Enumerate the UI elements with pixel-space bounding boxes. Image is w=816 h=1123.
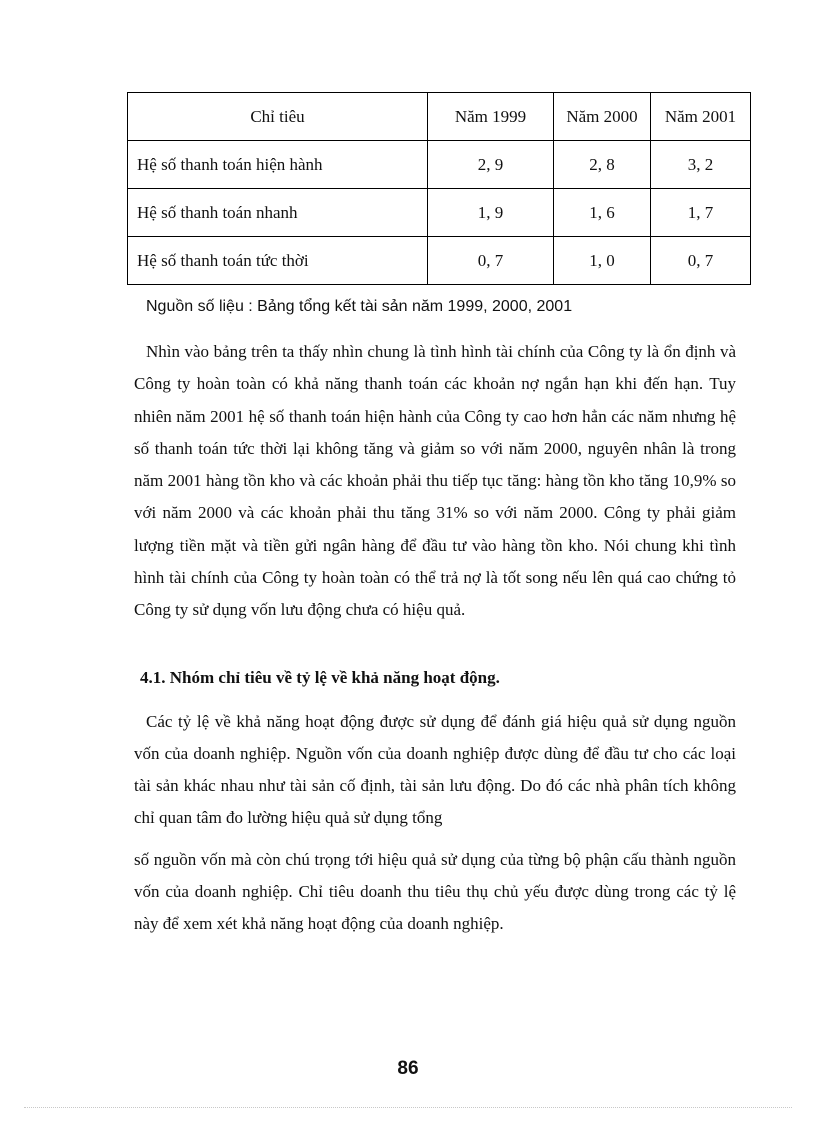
source-note: Nguồn số liệu : Bảng tổng kết tài sản năm 1999, 2000, 2001 [146,298,573,315]
header-year-1999: Năm 1999 [428,93,554,141]
analysis-paragraph: Nhìn vào bảng trên ta thấy nhìn chung là tình hình tài chính của Công ty là ổn định và Công ty hoàn toàn có khả năng thanh toán các khoản nợ ngắn hạn khi đến hạn. Tuy nhiên năm 2001 hệ số thanh toán hiện hành của Công ty cao hơn hẳn các năm nhưng hệ số thanh toán tức thời lại không tăng và giảm so với năm 2000, nguyên nhân là trong năm 2001 hàng tồn kho và các khoản phải thu tiếp tục tăng: hàng tồn kho tăng 10,9% so với năm 2000 và các khoản phải thu tăng 31% so với năm 2000. Công ty phải giảm lượng tiền mặt và tiền gửi ngân hàng để đầu tư vào hàng tồn kho. Nói chung khi tình hình tài chính của Công ty hoàn toàn có thể trả nợ là tốt song nếu lên quá cao chứng tỏ Công ty sử dụng vốn lưu động chưa có hiệu quả. [134,342,736,620]
cell-value: 1, 9 [428,189,554,237]
activity-ratio-paragraph: Các tỷ lệ về khả năng hoạt động được sử dụng để đánh giá hiệu quả sử dụng nguồn vốn của doanh nghiệp. Nguồn vốn của doanh nghiệp được dùng để đầu tư cho các loại tài sản khác nhau như tài sản cố định, tài sản lưu động. Do đó các nhà phân tích không chỉ quan tâm đo lường hiệu quả sử dụng tổng [134,712,736,827]
section-heading: 4.1. Nhóm chỉ tiêu về tỷ lệ về khả năng hoạt động. [140,668,500,687]
cell-value: 3, 2 [651,141,751,189]
table-header-row [128,93,751,141]
cell-value: 1, 7 [651,189,751,237]
footer-divider [24,1107,792,1108]
cell-value: 2, 8 [554,141,651,189]
cell-value: 0, 7 [428,237,554,285]
row-label: Hệ số thanh toán nhanh [128,189,428,237]
header-year-2000: Năm 2000 [554,93,651,141]
row-label: Hệ số thanh toán hiện hành [128,141,428,189]
liquidity-ratio-table [127,92,751,285]
row-label: Hệ số thanh toán tức thời [128,237,428,285]
cell-value: 1, 6 [554,189,651,237]
cell-value: 0, 7 [651,237,751,285]
cell-value: 2, 9 [428,141,554,189]
page-number: 86 [397,1058,419,1079]
table-row [128,189,751,237]
activity-ratio-paragraph-continued: số nguồn vốn mà còn chú trọng tới hiệu quả sử dụng của từng bộ phận cấu thành nguồn vốn của doanh nghiệp. Chỉ tiêu doanh thu tiêu thụ chủ yếu được dùng trong các tỷ lệ này để xem xét khả năng hoạt động của doanh nghiệp. [134,850,736,933]
header-indicator: Chỉ tiêu [128,93,428,141]
header-year-2001: Năm 2001 [651,93,751,141]
table-row [128,237,751,285]
table-row [128,141,751,189]
cell-value: 1, 0 [554,237,651,285]
